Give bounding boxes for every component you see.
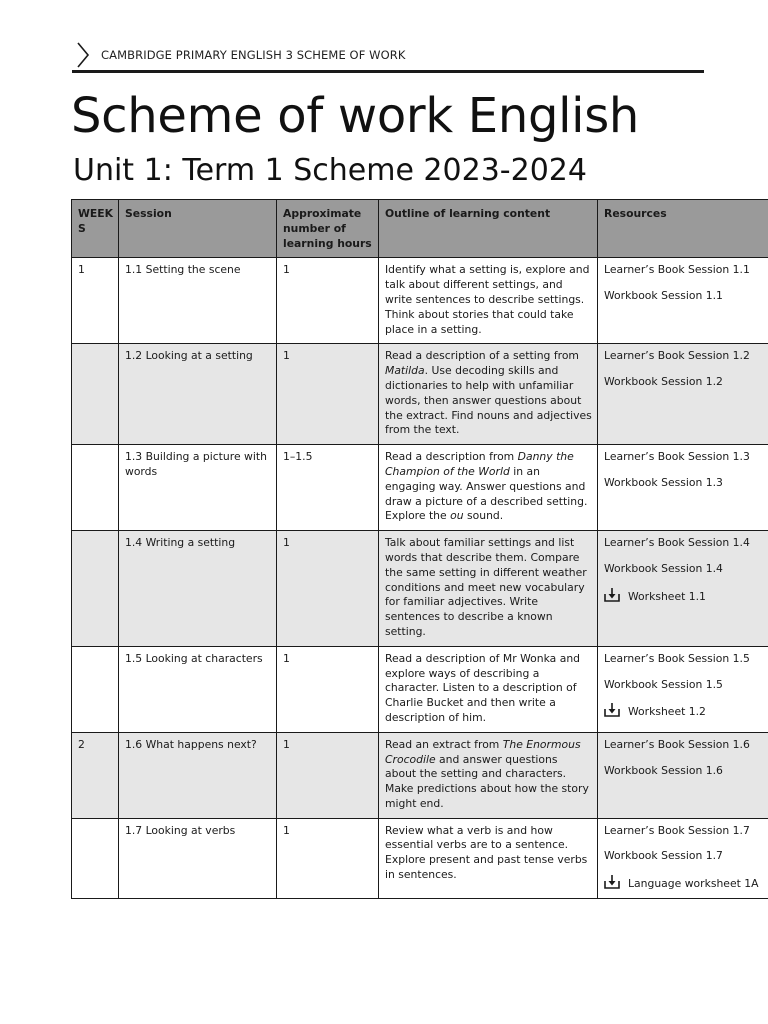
resource-label: Workbook Session 1.4 bbox=[604, 561, 723, 575]
session-cell: 1.5 Looking at characters bbox=[119, 646, 277, 732]
column-header-resources: Resources bbox=[598, 200, 768, 258]
scheme-of-work-table bbox=[71, 199, 768, 899]
session-cell: 1.6 What happens next? bbox=[119, 732, 277, 818]
table-row bbox=[72, 818, 768, 898]
table-row bbox=[72, 445, 768, 531]
resource-label: Learner’s Book Session 1.5 bbox=[604, 651, 750, 665]
resources-cell bbox=[598, 258, 768, 344]
column-header-session: Session bbox=[119, 200, 277, 258]
table-body bbox=[72, 258, 768, 899]
resource-download-link[interactable] bbox=[604, 703, 768, 720]
chevron-right-icon bbox=[76, 42, 90, 68]
hours-cell: 1 bbox=[277, 258, 379, 344]
resource-label: Workbook Session 1.7 bbox=[604, 849, 723, 863]
resource-item bbox=[604, 652, 768, 667]
outline-text: and answer questions about the setting and characters. Make predictions about how the story might end. bbox=[385, 752, 589, 810]
resource-item bbox=[604, 824, 768, 839]
resources-cell bbox=[598, 344, 768, 445]
resource-label: Workbook Session 1.2 bbox=[604, 375, 723, 389]
session-cell: 1.4 Writing a setting bbox=[119, 531, 277, 647]
resources-cell bbox=[598, 646, 768, 732]
resource-label: Learner’s Book Session 1.7 bbox=[604, 823, 750, 837]
resource-item bbox=[604, 476, 768, 491]
outline-text: Identify what a setting is, explore and talk about different settings, and write sentences to describe settings. Think about stories that could take place in a setting. bbox=[385, 263, 590, 336]
running-header: CAMBRIDGE PRIMARY ENGLISH 3 SCHEME OF WORK bbox=[101, 48, 406, 62]
resource-item bbox=[604, 450, 768, 465]
resource-label: Learner’s Book Session 1.2 bbox=[604, 349, 750, 363]
resource-label: Learner’s Book Session 1.3 bbox=[604, 450, 750, 464]
resources-cell bbox=[598, 531, 768, 647]
week-cell: 1 bbox=[72, 258, 119, 344]
session-cell: 1.7 Looking at verbs bbox=[119, 818, 277, 898]
outline-text: Read an extract from bbox=[385, 737, 503, 751]
session-cell: 1.1 Setting the scene bbox=[119, 258, 277, 344]
table-row bbox=[72, 258, 768, 344]
outline-text: Talk about familiar settings and list words that describe them. Compare the same setting in different weather conditions and meet new vocabulary for familiar adjectives. Write sentences to describe a known setting. bbox=[385, 536, 587, 638]
resource-download-link[interactable] bbox=[604, 875, 768, 892]
resource-item bbox=[604, 536, 768, 551]
week-cell bbox=[72, 646, 119, 732]
outline-text: Read a description of a setting from bbox=[385, 349, 579, 363]
outline-text: . Use decoding skills and dictionaries to help with unfamiliar words, then answer questions about the extract. Find nouns and adjectives from the text. bbox=[385, 364, 592, 437]
hours-cell: 1 bbox=[277, 344, 379, 445]
week-cell: 2 bbox=[72, 732, 119, 818]
download-icon bbox=[604, 875, 620, 889]
page-subtitle: Unit 1: Term 1 Scheme 2023-2024 bbox=[73, 153, 587, 188]
week-cell bbox=[72, 818, 119, 898]
outline-text: Read a description of Mr Wonka and explore ways of describing a character. Listen to a description of Charlie Bucket and then write a description of him. bbox=[385, 651, 581, 724]
outline-italic-text: ou bbox=[450, 509, 464, 523]
hours-cell: 1 bbox=[277, 646, 379, 732]
session-cell: 1.3 Building a picture with words bbox=[119, 445, 277, 531]
table-row bbox=[72, 732, 768, 818]
resource-label: Workbook Session 1.1 bbox=[604, 289, 723, 303]
outline-text: in an engaging way. Answer questions and draw a picture of a described setting. Explore the bbox=[385, 464, 588, 523]
resource-label: Learner’s Book Session 1.4 bbox=[604, 536, 750, 550]
hours-cell: 1 bbox=[277, 531, 379, 647]
table-row bbox=[72, 344, 768, 445]
resource-label: Worksheet 1.1 bbox=[628, 589, 706, 603]
column-header-hours: Approximate number of learning hours bbox=[277, 200, 379, 258]
session-cell: 1.2 Looking at a setting bbox=[119, 344, 277, 445]
download-icon bbox=[604, 703, 620, 717]
resource-item bbox=[604, 738, 768, 753]
resource-label: Workbook Session 1.3 bbox=[604, 475, 723, 489]
resource-label: Learner’s Book Session 1.6 bbox=[604, 737, 750, 751]
resource-label: Workbook Session 1.6 bbox=[604, 763, 723, 777]
week-cell bbox=[72, 445, 119, 531]
outline-italic-text: Danny the Champion of the World bbox=[385, 450, 574, 478]
week-cell bbox=[72, 531, 119, 647]
outline-cell bbox=[379, 258, 598, 344]
resource-item bbox=[604, 764, 768, 779]
table-row bbox=[72, 646, 768, 732]
outline-cell bbox=[379, 818, 598, 898]
resource-label: Learner’s Book Session 1.1 bbox=[604, 263, 750, 277]
outline-cell bbox=[379, 732, 598, 818]
outline-italic-text: Matilda bbox=[385, 364, 425, 378]
week-cell bbox=[72, 344, 119, 445]
outline-cell bbox=[379, 344, 598, 445]
resource-item bbox=[604, 678, 768, 693]
hours-cell: 1 bbox=[277, 818, 379, 898]
outline-text: Review what a verb is and how essential verbs are to a sentence. Explore present and past tense verbs in sentences. bbox=[385, 823, 588, 882]
resource-item bbox=[604, 562, 768, 577]
header-divider bbox=[72, 70, 704, 73]
column-header-week: WEEK S bbox=[72, 200, 119, 258]
outline-text: sound. bbox=[463, 509, 504, 523]
download-icon bbox=[604, 588, 620, 602]
resource-item bbox=[604, 375, 768, 390]
resource-item bbox=[604, 289, 768, 304]
resource-label: Language worksheet 1A bbox=[628, 877, 759, 891]
resource-label: Workbook Session 1.5 bbox=[604, 677, 723, 691]
hours-cell: 1 bbox=[277, 732, 379, 818]
outline-cell bbox=[379, 531, 598, 647]
hours-cell: 1–1.5 bbox=[277, 445, 379, 531]
resource-item bbox=[604, 263, 768, 278]
resources-cell bbox=[598, 732, 768, 818]
resource-item bbox=[604, 849, 768, 864]
outline-cell bbox=[379, 646, 598, 732]
resource-label: Worksheet 1.2 bbox=[628, 705, 706, 719]
outline-italic-text: The Enormous Crocodile bbox=[385, 737, 581, 766]
resources-cell bbox=[598, 818, 768, 898]
table-header-row bbox=[72, 200, 768, 258]
outline-cell bbox=[379, 445, 598, 531]
outline-text: Read a description from bbox=[385, 450, 518, 464]
table-row bbox=[72, 531, 768, 647]
resource-item bbox=[604, 349, 768, 364]
resources-cell bbox=[598, 445, 768, 531]
page-title: Scheme of work English bbox=[71, 88, 640, 144]
column-header-outline: Outline of learning content bbox=[379, 200, 598, 258]
resource-download-link[interactable] bbox=[604, 588, 768, 605]
